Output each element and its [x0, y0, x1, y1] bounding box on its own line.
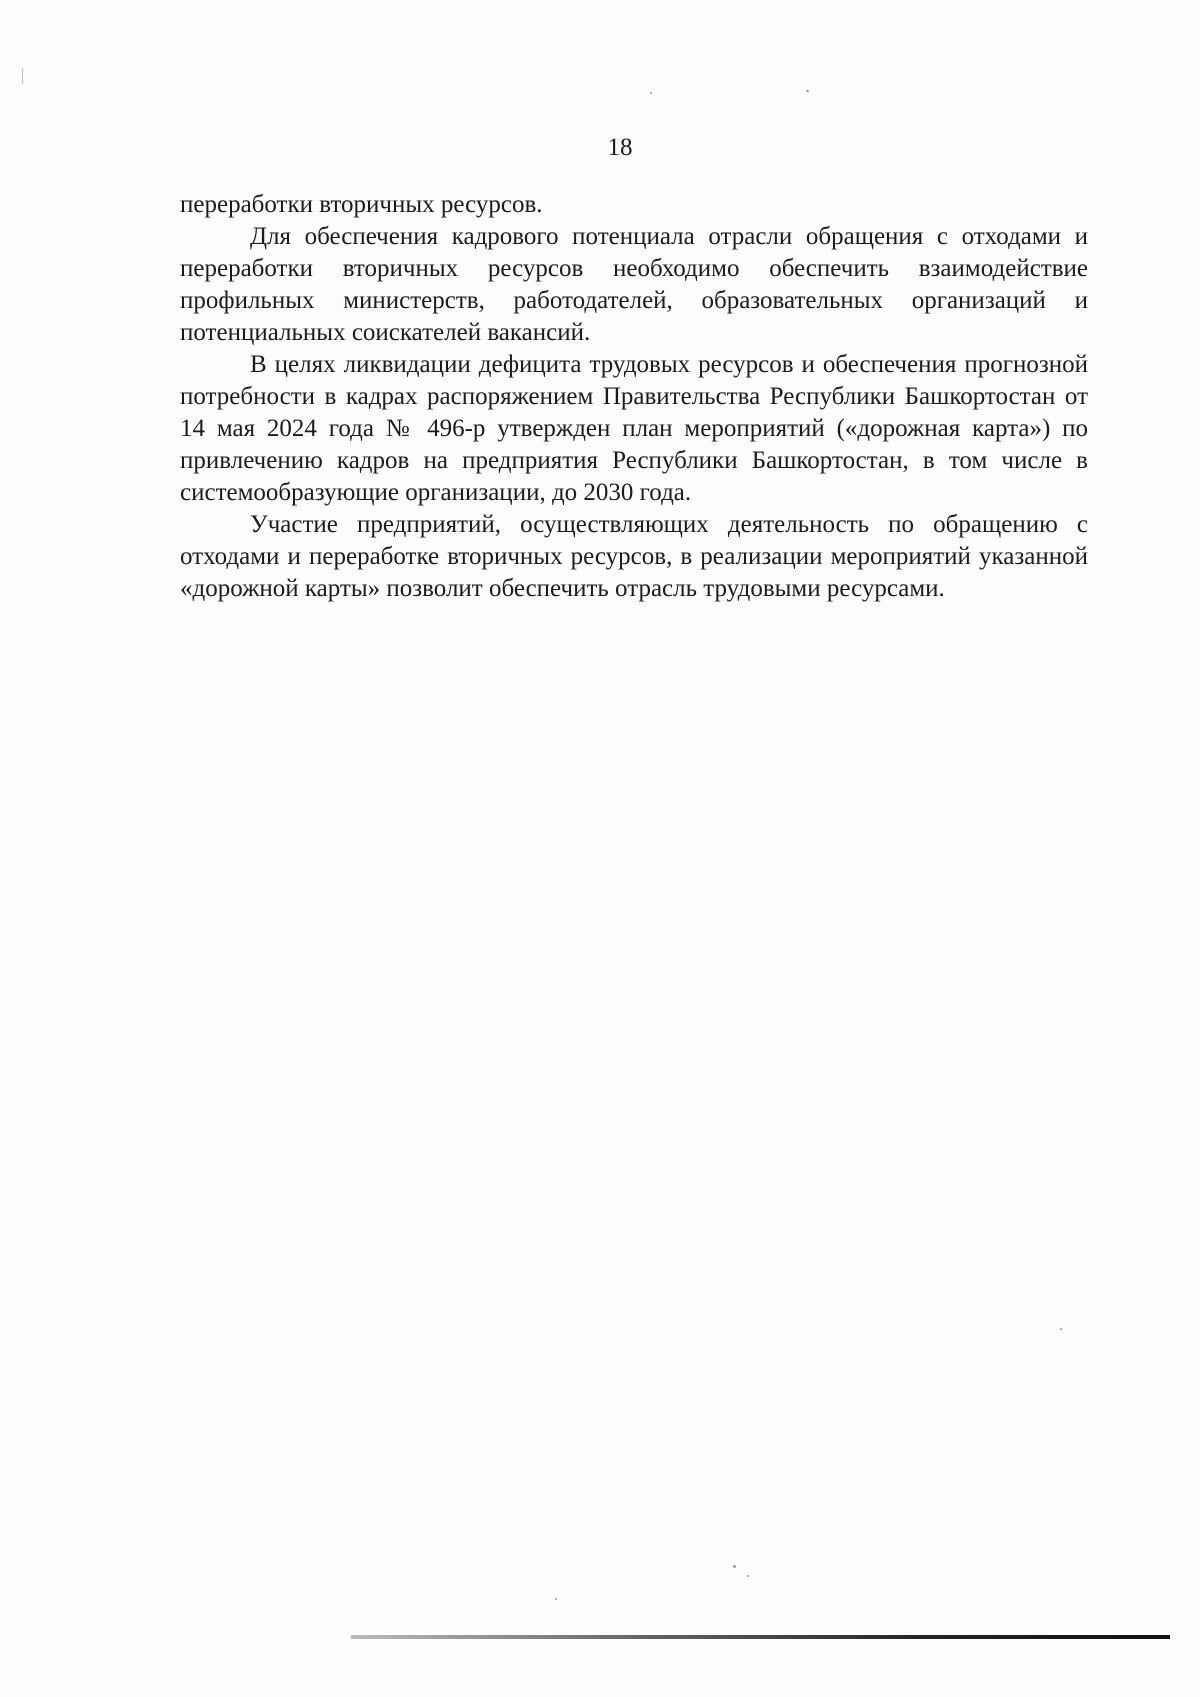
paragraph-continued: переработки вторичных ресурсов. [180, 191, 543, 218]
paragraph-enterprise-participation: Участие предприятий, осуществляющих деятельность по обращению с отходами и переработке вторичных ресурсов, в реализации мероприятий указанной «дорожной карты» позволит обеспечить отрасль трудовыми ресурсами. [180, 511, 1088, 602]
bottom-rule [351, 1635, 1170, 1639]
paragraph-staffing-potential: Для обеспечения кадрового потенциала отрасли обращения с отходами и переработки вторичных ресурсов необходимо обеспечить взаимодействие профильных министерств, работодателей, образовательных организаций и потенциальных соискателей вакансий. [180, 223, 1088, 346]
scan-speck [555, 1598, 557, 1600]
scan-speck [650, 92, 652, 94]
page-number: 18 [607, 134, 633, 161]
scan-speck [806, 90, 809, 92]
paragraph-roadmap-order: В целях ликвидации дефицита трудовых ресурсов и обеспечения прогнозной потребности в кадрах распоряжением Правительства Республики Башкортостан от 14 мая 2024 года № 496-р утвержден план мероприятий («дорожная карта») по привлечению кадров на предприятия Республики Башкортостан, в том числе в системообразующие организации, до 2030 года. [180, 351, 1088, 506]
scan-edge-mark [22, 68, 23, 84]
scan-speck [1060, 1328, 1062, 1330]
document-body [180, 189, 1088, 605]
scan-speck [733, 1565, 736, 1568]
scan-speck [747, 1575, 749, 1577]
